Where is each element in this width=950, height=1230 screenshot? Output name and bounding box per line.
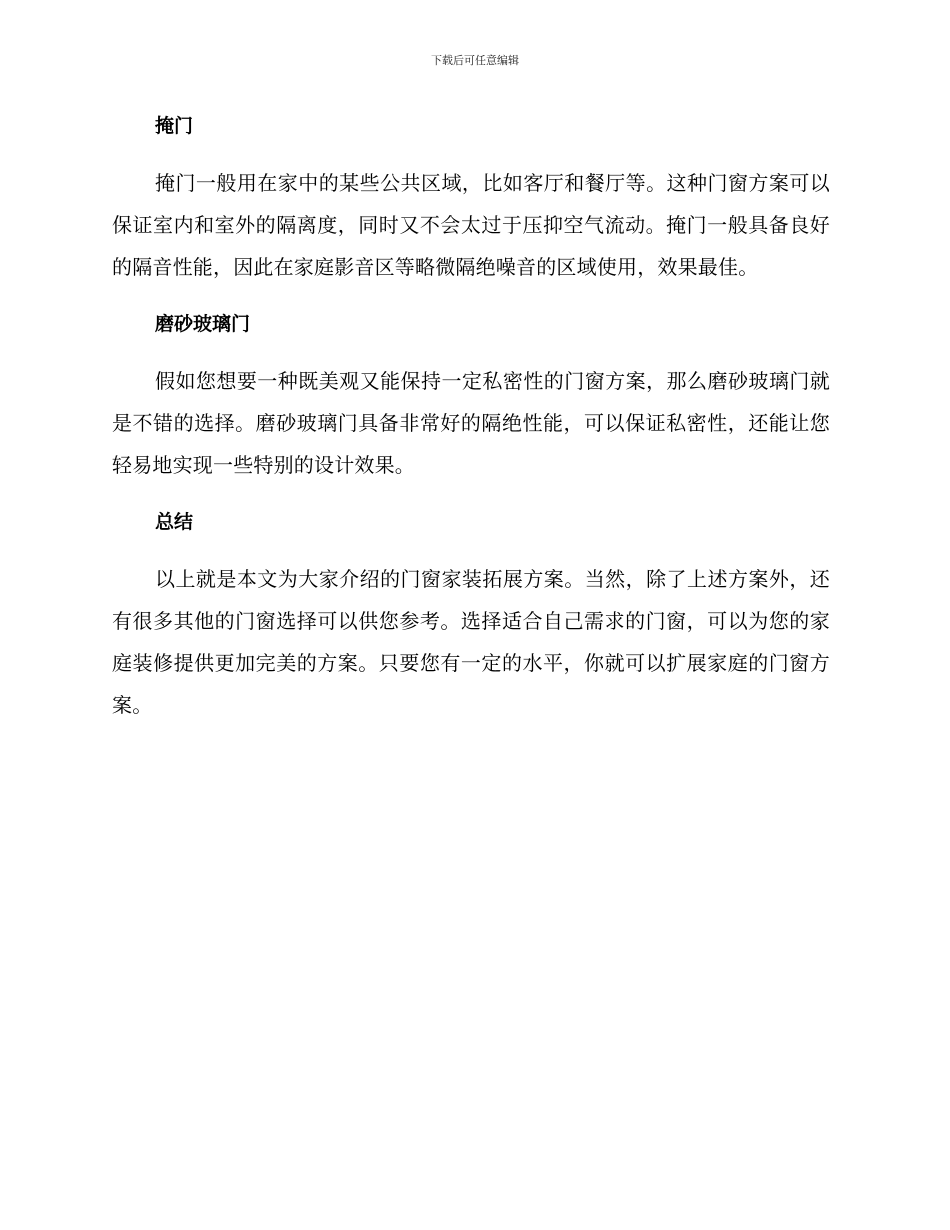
section-paragraph: 以上就是本文为大家介绍的门窗家装拓展方案。当然，除了上述方案外，还有很多其他的门窗选择可以供您参考。选择适合自己需求的门窗，可以为您的家庭装修提供更加完美的方案。只要您有一定的水平，你就可以扩展家庭的门窗方案。	[112, 567, 830, 717]
section-heading: 掩门	[155, 115, 194, 137]
section-summary	[112, 506, 830, 726]
section-yanmen	[112, 110, 830, 288]
section-heading: 磨砂玻璃门	[155, 313, 251, 335]
section-heading: 总结	[155, 511, 194, 533]
section-paragraph: 掩门一般用在家中的某些公共区域，比如客厅和餐厅等。这种门窗方案可以保证室内和室外的隔离度，同时又不会太过于压抑空气流动。掩门一般具备良好的隔音性能，因此在家庭影音区等略微隔绝噪音的区域使用，效果最佳。	[112, 171, 830, 279]
document-content	[112, 110, 830, 746]
page-header: 下载后可任意编辑	[431, 54, 519, 67]
section-paragraph: 假如您想要一种既美观又能保持一定私密性的门窗方案，那么磨砂玻璃门就是不错的选择。磨砂玻璃门具备非常好的隔绝性能，可以保证私密性，还能让您轻易地实现一些特别的设计效果。	[112, 369, 830, 477]
section-frosted-glass-door	[112, 308, 830, 486]
